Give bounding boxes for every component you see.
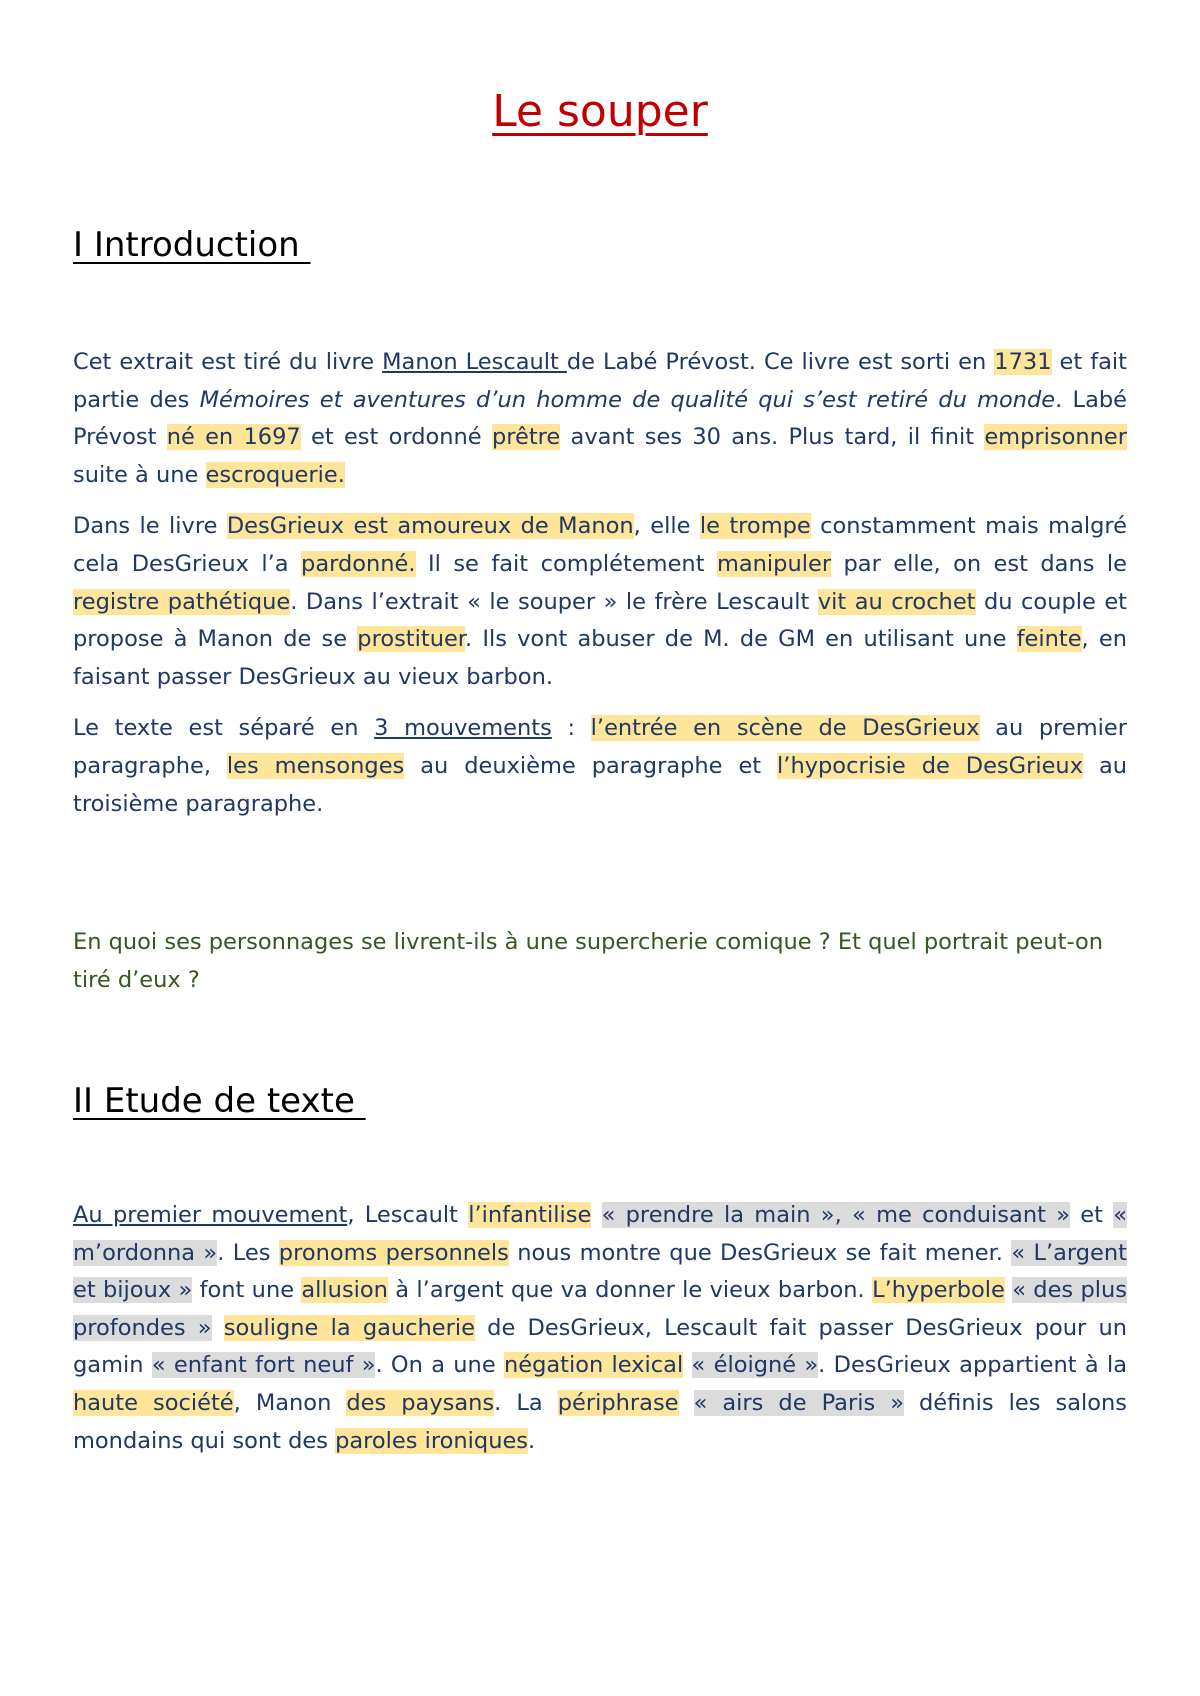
etude-body <box>73 1197 1127 1474</box>
quotation: « L’argent et bijoux » <box>73 1239 1127 1304</box>
highlight: périphrase <box>557 1389 679 1416</box>
quotation: « airs de Paris » <box>693 1389 904 1416</box>
highlight: escroquerie. <box>205 461 345 488</box>
highlight: pardonné. <box>301 550 416 577</box>
highlight: prostituer <box>357 626 465 653</box>
highlight: prêtre <box>491 424 561 451</box>
movements-label: 3 mouvements <box>374 715 552 742</box>
quotation: « éloigné » <box>691 1352 819 1379</box>
highlight: 1731 <box>994 349 1052 375</box>
highlight: DesGrieux est amoureux de Manon <box>226 513 634 540</box>
highlight: emprisonner <box>984 424 1127 451</box>
introduction-body <box>73 344 1127 837</box>
highlight: l’infantilise <box>468 1202 592 1228</box>
highlight: feinte <box>1016 626 1082 653</box>
quotation: « prendre la main », « me conduisant » <box>601 1202 1070 1228</box>
highlight: les mensonges <box>226 752 405 779</box>
highlight: négation lexical <box>503 1352 684 1379</box>
quotation: « m’ordonna » <box>73 1202 1127 1266</box>
etude-paragraph-1: Au premier mouvement, Lescault l’infantilise « prendre la main », « me conduisant » et « m’ordonna ». Les pronoms personnels nous montre que DesGrieux se fait mener. « L’argent et bijoux » font une allusion à l’argent que va donner le vieux barbon. L’hyperbole « des plus profondes » souligne la gaucherie de DesGrieux, Lescault fait passer DesGrieux pour un gamin « enfant fort neuf ». On a une négation lexical « éloigné ». DesGrieux appartient à la haute société, Manon des paysans. La périphrase « airs de Paris » définis les salons mondains qui sont des paroles ironiques. <box>73 1202 1127 1454</box>
highlight: souligne la gaucherie <box>223 1314 475 1341</box>
highlight: né en 1697 <box>166 424 301 451</box>
quotation: « enfant fort neuf » <box>151 1352 376 1379</box>
intro-paragraph-3: Le texte est séparé en 3 mouvements : l’entrée en scène de DesGrieux au premier paragraphe, les mensonges au deuxième paragraphe et l’hypocrisie de DesGrieux au troisième paragraphe. <box>73 715 1128 817</box>
first-movement-label: Au premier mouvement <box>73 1202 348 1228</box>
intro-paragraph-2: Dans le livre DesGrieux est amoureux de Manon, elle le trompe constamment mais malgré cela DesGrieux l’a pardonné. Il se fait complétement manipuler par elle, on est dans le registre pathétique. Dans l’extrait « le souper » le frère Lescault vit au crochet du couple et propose à Manon de se prostituer. Ils vont abuser de M. de GM en utilisant une feinte, en faisant passer DesGrieux au vieux barbon. <box>73 513 1128 690</box>
highlight: allusion <box>301 1277 388 1304</box>
highlight: haute société <box>73 1389 234 1416</box>
highlight: le trompe <box>699 513 811 540</box>
book-title: Manon Lescault <box>382 349 567 375</box>
highlight: registre pathétique <box>73 588 291 615</box>
highlight: des paysans <box>346 1389 495 1416</box>
section-heading-introduction: I Introduction <box>73 225 311 265</box>
highlight: L’hyperbole <box>872 1277 1005 1304</box>
highlight: l’hypocrisie de DesGrieux <box>777 752 1084 779</box>
highlight: manipuler <box>716 550 832 577</box>
highlight: pronoms personnels <box>278 1239 509 1266</box>
intro-paragraph-1: Cet extrait est tiré du livre Manon Lescault de Labé Prévost. Ce livre est sorti en 1731 et fait partie des Mémoires et aventures d’un homme de qualité qui s’est retiré du monde. Labé Prévost né en 1697 et est ordonné prêtre avant ses 30 ans. Plus tard, il finit emprisonner suite à une escroquerie. <box>73 349 1127 488</box>
section-heading-etude: II Etude de texte <box>73 1081 366 1121</box>
series-title: Mémoires et aventures d’un homme de qualité qui s’est retiré du monde <box>199 386 1056 413</box>
quotation: « des plus profondes » <box>73 1277 1127 1341</box>
problematic-question: En quoi ses personnages se livrent-ils à une supercherie comique ? Et quel portrait peut-on tiré d’eux ? <box>73 929 1104 993</box>
highlight: l’entrée en scène de DesGrieux <box>590 715 980 742</box>
document-title: Le souper <box>492 86 708 137</box>
highlight: vit au crochet <box>817 588 976 615</box>
highlight: paroles ironiques <box>335 1427 529 1454</box>
